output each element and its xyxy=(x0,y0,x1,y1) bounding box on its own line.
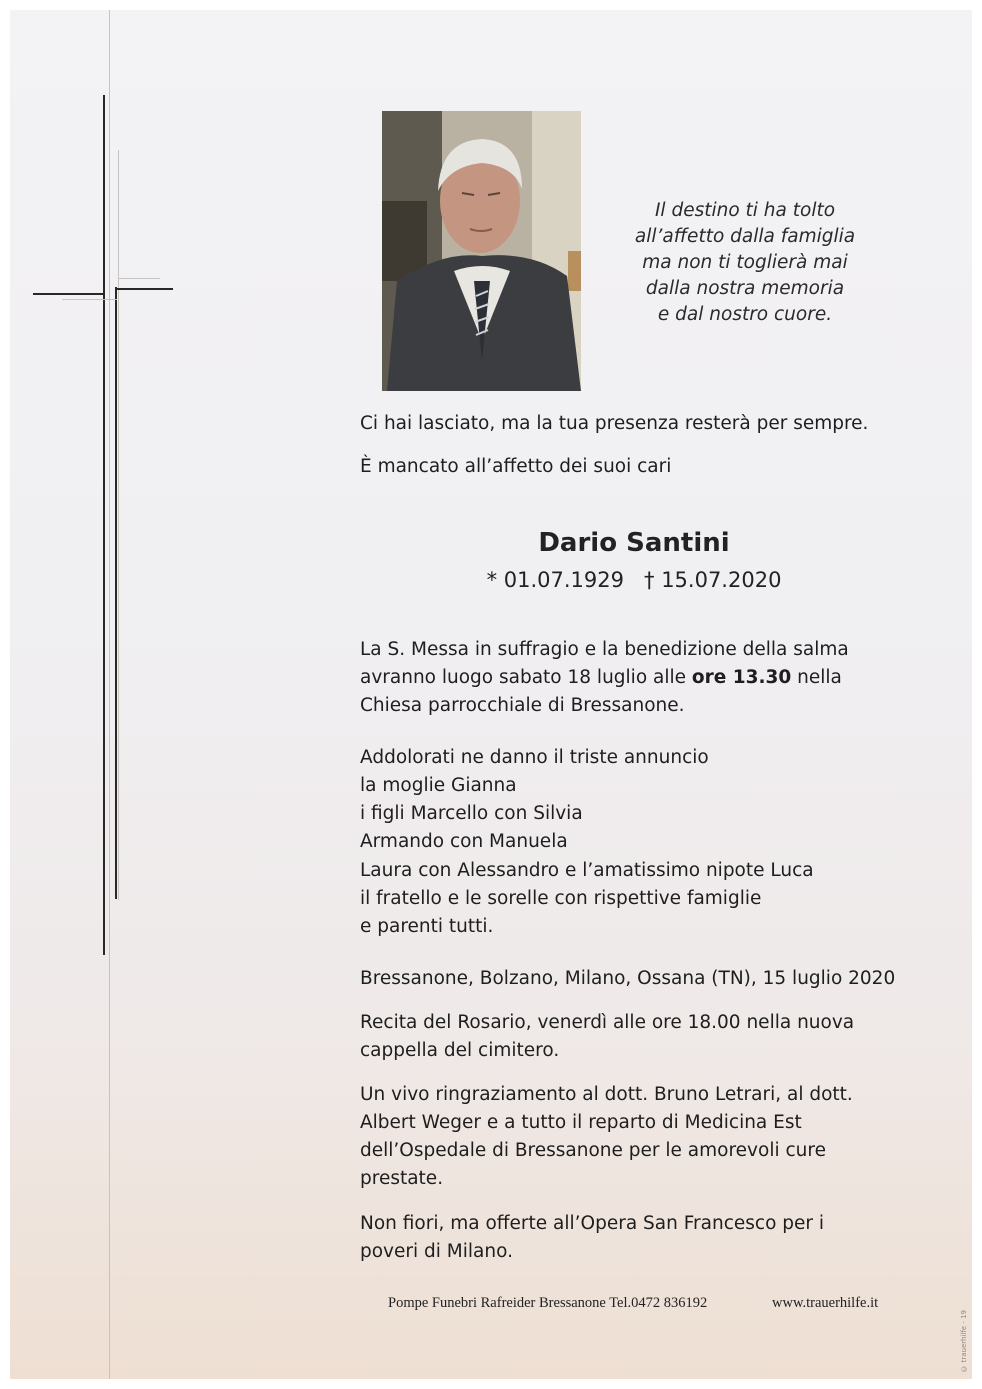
mass-line-2-post: nella xyxy=(791,667,842,688)
verse-line: all’affetto dalla famiglia xyxy=(634,226,856,247)
copyright-code: © trauerhilfe - 19 xyxy=(960,1310,968,1373)
cross-vertical-bar-second xyxy=(115,287,117,899)
rosary-line-2: cappella del cimitero. xyxy=(360,1040,560,1061)
birth-date: * 01.07.1929 xyxy=(486,568,624,592)
mass-line-1: La S. Messa in suffragio e la benedizione della salma xyxy=(360,639,849,660)
death-date: † 15.07.2020 xyxy=(644,568,782,592)
verse-line: dalla nostra memoria xyxy=(645,278,845,299)
verse-line: ma non ti toglierà mai xyxy=(642,252,848,273)
mourners-line: Addolorati ne danno il triste annuncio xyxy=(360,747,709,768)
mourners-line: Laura con Alessandro e l’amatissimo nipote Luca xyxy=(360,860,814,881)
mourners-line: i figli Marcello con Silvia xyxy=(360,803,583,824)
mass-line-2 xyxy=(360,664,842,692)
mourners-line: il fratello e le sorelle con rispettive famiglie xyxy=(360,888,762,909)
intro-line-2: È mancato all’affetto dei suoi cari xyxy=(360,456,672,477)
mourners-line: e parenti tutti. xyxy=(360,916,494,937)
rosary-line-1: Recita del Rosario, venerdì alle ore 18.00 nella nuova xyxy=(360,1012,855,1033)
cross-horizontal-shadow xyxy=(62,299,117,300)
mass-line-3: Chiesa parrocchiale di Bressanone. xyxy=(360,695,685,716)
decorative-vertical-line xyxy=(109,10,110,1379)
mourners-line: Armando con Manuela xyxy=(360,831,568,852)
mourners-line: la moglie Gianna xyxy=(360,775,517,796)
verse-line: Il destino ti ha tolto xyxy=(654,200,836,221)
memorial-verse xyxy=(610,198,880,328)
thanks-line: Albert Weger e a tutto il reparto di Medicina Est xyxy=(360,1112,802,1133)
decorative-vertical-line-thin xyxy=(118,150,119,900)
thanks-line: Un vivo ringraziamento al dott. Bruno Letrari, al dott. xyxy=(360,1084,853,1105)
website-link[interactable]: www.trauerhilfe.it xyxy=(772,1295,879,1311)
cross-horizontal-left xyxy=(33,293,105,295)
thanks-line: dell’Ospedale di Bressanone per le amorevoli cure xyxy=(360,1140,826,1161)
mass-line-2-pre: avranno luogo sabato 18 luglio alle xyxy=(360,667,692,688)
life-dates xyxy=(360,568,908,592)
portrait-photo xyxy=(382,111,581,391)
flowers-line-1: Non fiori, ma offerte all’Opera San Francesco per i xyxy=(360,1213,825,1234)
funeral-home-info: Pompe Funebri Rafreider Bressanone Tel.0472 836192 xyxy=(388,1295,708,1311)
flowers-line-2: poveri di Milano. xyxy=(360,1241,513,1262)
cross-horizontal-right xyxy=(115,288,173,290)
mass-time: ore 13.30 xyxy=(691,667,792,688)
cross-vertical-bar xyxy=(103,95,105,955)
thanks-line: prestate. xyxy=(360,1168,444,1189)
intro-line-1: Ci hai lasciato, ma la tua presenza resterà per sempre. xyxy=(360,413,869,434)
verse-line: e dal nostro cuore. xyxy=(657,304,833,325)
deceased-name: Dario Santini xyxy=(538,528,730,558)
place-and-date: Bressanone, Bolzano, Milano, Ossana (TN), 15 luglio 2020 xyxy=(360,968,896,989)
obituary-page xyxy=(10,10,972,1379)
cross-horizontal-shadow-right xyxy=(118,278,160,279)
